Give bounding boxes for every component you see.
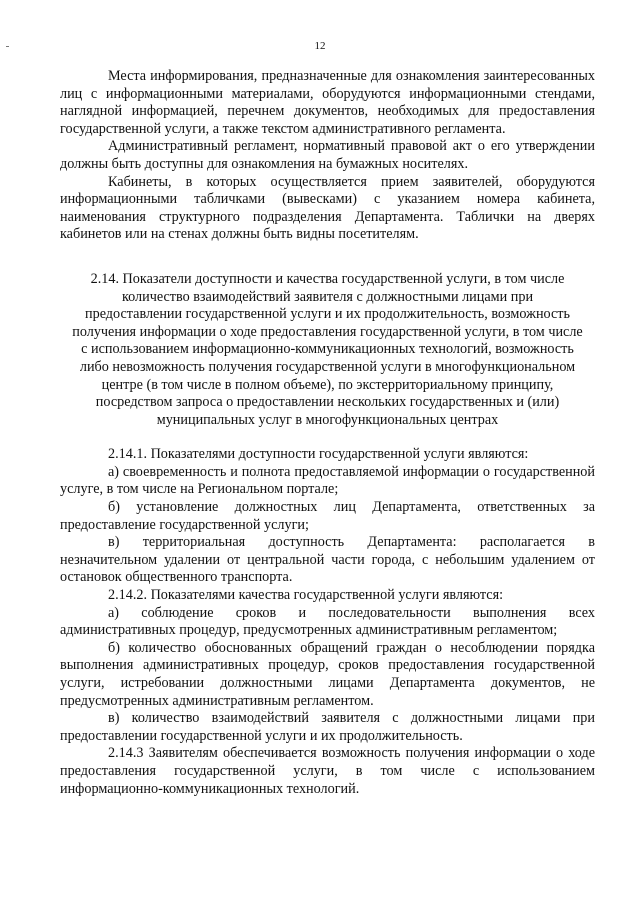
section-heading-2-14: 2.14. Показатели доступности и качества государственной услуги, в том числе количество взаимодействий заявителя с должностными лицами при предоставлении государственной услуги и их продолжительность, возможность получения информации о ходе предоставления государственной услуги, в том числе с использованием информационно-коммуникационных технологий, возможность либо невозможность получения государственной услуги в многофункциональном центре (в том числе в полном объеме), по экстерриториальному принципу, посредством запроса о предоставлении нескольких государственных и (или) муниципальных услуг в многофункциональных центрах [72, 270, 583, 428]
list-item-2-14-2-a: а) соблюдение сроков и последовательности выполнения всех административных процедур, предусмотренных административным регламентом; [60, 604, 595, 639]
list-item-2-14-2-v: в) количество взаимодействий заявителя с должностными лицами при предоставлении государственной услуги и их продолжительность. [60, 710, 595, 744]
list-item-2-14-2-b: б) количество обоснованных обращений граждан о несоблюдении порядка выполнения административных процедур, сроков предоставления государственной услуги, истребовании должностными лицами Департамента документов, не предусмотренных административным регламентом. [60, 639, 595, 709]
paragraph-info-places: Места информирования, предназначенные для ознакомления заинтересованных лиц с информационными материалами, оборудуются информационными стендами, наглядной информацией, перечнем документов, необходимых для предоставления государственной услуги, а также текстом административного регламента. [60, 68, 595, 137]
paragraph-2-14-1: 2.14.1. Показателями доступности государственной услуги являются: [108, 446, 529, 463]
paragraph-regulation-availability: Административный регламент, нормативный правовой акт о его утверждении должны быть доступны для ознакомления на бумажных носителях. [60, 138, 595, 172]
paragraph-offices: Кабинеты, в которых осуществляется прием заявителей, оборудуются информационными табличками (вывесками) с указанием номера кабинета, наименования структурного подразделения Департамента. Таблички на дверях кабинетов или на стенах должны быть видны посетителям. [60, 173, 595, 243]
paragraph-2-14-2: 2.14.2. Показателями качества государственной услуги являются: [108, 587, 504, 604]
list-item-2-14-1-a: а) своевременность и полнота предоставляемой информации о государственной услуге, в том числе на Региональном портале; [60, 463, 595, 498]
list-item-2-14-1-b: б) установление должностных лиц Департамента, ответственных за предоставление государственной услуги; [60, 499, 595, 533]
document-body [60, 68, 595, 798]
page-number: 12 [314, 40, 326, 52]
spacer [60, 244, 595, 271]
spacer [60, 429, 595, 446]
list-item-2-14-1-v: в) территориальная доступность Департамента: располагается в незначительном удалении от центральной части города, с небольшим удалением от остановок общественного транспорта. [60, 534, 595, 586]
paragraph-2-14-3: 2.14.3 Заявителям обеспечивается возможность получения информации о ходе предоставления государственной услуги, в том числе с использованием информационно-коммуникационных технологий. [60, 745, 595, 797]
